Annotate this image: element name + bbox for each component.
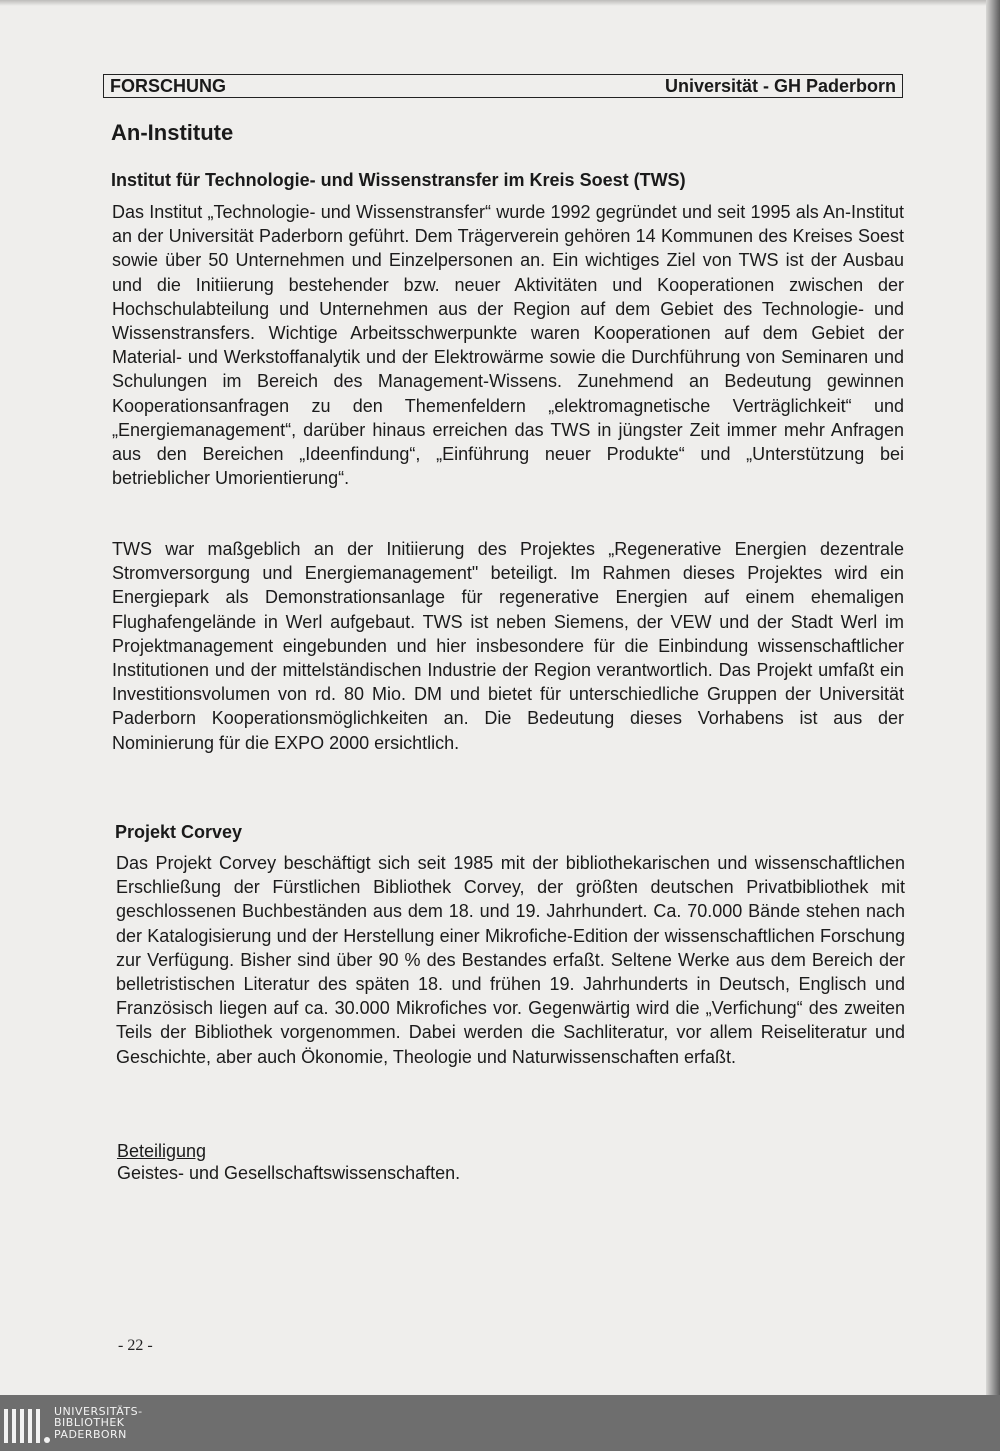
tws-heading: Institut für Technologie- und Wissenstransfer im Kreis Soest (TWS): [111, 170, 686, 190]
library-logo-icon: [4, 1401, 50, 1445]
running-header: [103, 74, 903, 98]
beteiligung-value: Geistes- und Gesellschaftswissenschaften.: [117, 1163, 461, 1183]
library-logo-text: UNIVERSITÄTS- BIBLIOTHEK PADERBORN: [54, 1404, 143, 1441]
library-footer: [0, 1395, 1000, 1451]
page-title: An-Institute: [111, 120, 234, 145]
corvey-heading: Projekt Corvey: [115, 822, 243, 842]
corvey-paragraph: Das Projekt Corvey beschäftigt sich seit 1985 mit der bibliothekarischen und wissenschaftlichen Erschließung der Fürstlichen Bibliothek Corvey, der größten deutschen Privatbibliothek mit geschlossenen Buchbeständen aus dem 18. und 19. Jahrhundert. Ca. 70.000 Bände stehen nach der Katalogisierung und der Herstellung einer Mikrofiche-Edition der wissenschaftlichen Forschung zur Verfügung. Bisher sind über 90 % des Bestandes erfaßt. Seltene Werke aus dem Bereich der belletristischen Literatur des späten 18. und frühen 19. Jahrhunderts in Deutsch, Englisch und Französisch liegen auf ca. 30.000 Mikrofiches vor. Gegenwärtig wird die „Verfichung“ des zweiten Teils der Bibliothek vorgenommen. Dabei werden die Sachliteratur, vor allem Reiseliteratur und Geschichte, aber auch Ökonomie, Theologie und Naturwissenschaften erfaßt.: [116, 853, 905, 1067]
tws-paragraph-2: TWS war maßgeblich an der Initiierung des Projektes „Regenerative Energien dezentrale Stromversorgung und Energiemanagement" beteiligt. Im Rahmen dieses Projektes wird ein Energiepark als Demonstrationsanlage für regenerative Energien auf einem ehemaligen Flughafengelände in Werl aufgebaut. TWS ist neben Siemens, der VEW und der Stadt Werl im Projektmanagement eingebunden und hier insbesondere für die Einbindung wissenschaftlicher Institutionen und der mittelständischen Industrie der Region verantwortlich. Das Projekt umfaßt ein Investitionsvolumen von rd. 80 Mio. DM und bietet für unterschiedliche Gruppen der Universität Paderborn Kooperationsmöglichkeiten an. Die Bedeutung dieses Vorhabens ist aus der Nominierung für die EXPO 2000 ersichtlich.: [112, 539, 904, 753]
header-university-label: Universität - GH Paderborn: [664, 75, 896, 96]
beteiligung-label: Beteiligung: [117, 1141, 207, 1161]
page-number: - 22 -: [118, 1337, 153, 1354]
tws-paragraph-1: Das Institut „Technologie- und Wissenstransfer“ wurde 1992 gegründet und seit 1995 als An-Institut an der Universität Paderborn geführt. Dem Trägerverein gehören 14 Kommunen des Kreises Soest sowie über 50 Unternehmen und Einzelpersonen an. Ein wichtiges Ziel von TWS ist der Ausbau und die Initiierung bestehender bzw. neuer Aktivitäten und Kooperationen zwischen der Hochschulabteilung und Unternehmen aus der Region auf dem Gebiet des Technologie- und Wissenstransfers. Wichtige Arbeitsschwerpunkte waren Kooperationen auf dem Gebiet der Material- und Werkstoffanalytik und der Elektrowärme sowie die Durchführung von Seminaren und Schulungen im Bereich des Management-Wissens. Zunehmend an Bedeutung gewinnen Kooperationsanfragen zu den Themenfeldern „elektromagnetische Verträglichkeit“ und „Energiemanagement“, darüber hinaus erreichen das TWS in jüngster Zeit immer mehr Anfragen aus den Bereichen „Ideenfindung“, „Einführung neuer Produkte“ und „Unterstützung bei betrieblicher Umorientierung“.: [112, 202, 904, 489]
header-section-label: FORSCHUNG: [110, 75, 226, 96]
page-edge-shadow: [986, 0, 1000, 1395]
